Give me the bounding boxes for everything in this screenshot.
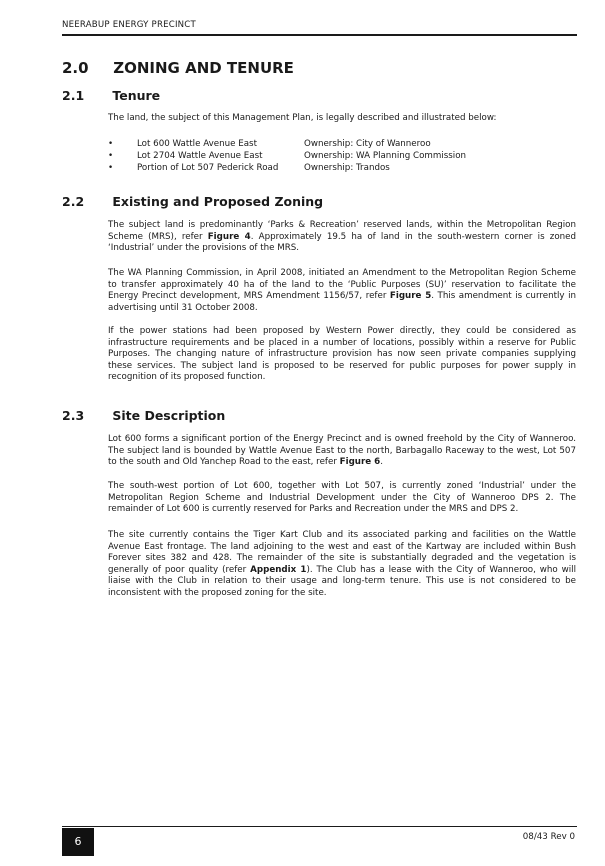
- zoning-paragraph-2: [108, 268, 576, 314]
- tenure-intro: The land, the subject of this Management Plan, is legally described and illustrated below:: [108, 113, 497, 123]
- running-header: NEERABUP ENERGY PRECINCT: [62, 20, 577, 36]
- page-number: 6: [62, 828, 94, 856]
- figure-reference: Figure 5: [389, 291, 432, 301]
- lot-item: [108, 138, 466, 150]
- site-number: 2.3: [62, 408, 85, 423]
- section-number: 2.0: [62, 59, 89, 77]
- zoning-heading: [62, 194, 323, 209]
- lot-item: [108, 162, 466, 174]
- bullet: •: [108, 139, 114, 149]
- lot-description: Lot 2704 Wattle Avenue East: [137, 151, 263, 162]
- zoning-number: 2.2: [62, 194, 85, 209]
- bullet: •: [108, 163, 114, 174]
- lot-description: Portion of Lot 507 Pederick Road: [137, 163, 279, 174]
- text: The site currently contains the Tiger Kart Club and its associated parking and facilities on the Wattle Avenue East frontage. The land adjoining to the west and east of the Kartway are included within Bush Forever sites 382 and 428. The remainder of the site is substantially degraded and the vegetation is generally of poor quality (refer: [108, 530, 576, 575]
- zoning-paragraph-1: [108, 220, 576, 255]
- bullet: •: [108, 151, 114, 162]
- lot-ownership: Ownership: Trandos: [304, 163, 390, 174]
- tenure-heading: [62, 88, 160, 103]
- site-heading: [62, 408, 225, 423]
- text: . Approximately 19.5 ha of land in the south-western corner is zoned ‘Industrial’ under the provisions of the MRS.: [108, 231, 577, 253]
- lot-item: [108, 150, 466, 162]
- text: Lot 600 forms a significant portion of the Energy Precinct and is owned freehold by the City of Wanneroo. The subject land is bounded by Wattle Avenue East to the north, Barbagallo Raceway to the west, Lot 507 to the south and Old Yanchep Road to the east, refer: [108, 434, 576, 467]
- section-title: ZONING AND TENURE: [113, 59, 294, 77]
- zoning-title: Existing and Proposed Zoning: [112, 194, 324, 209]
- text: . This amendment is currently in advertising until 31 October 2008.: [108, 291, 576, 313]
- text: .: [380, 457, 383, 467]
- footer-rule: [62, 826, 577, 827]
- text: ). The Club has a lease with the City of Wanneroo, who will liaise with the Club in relation to their usage and long-term tenure. This use is not considered to be inconsistent with the proposed zoning for the site.: [108, 564, 577, 598]
- text: The subject land is predominantly ‘Parks & Recreation’ reserved lands, within the Metropolitan Region Scheme (MRS), refer: [108, 220, 576, 242]
- document-reference: 08/43 Rev 0: [522, 832, 575, 842]
- site-paragraph-2: The south-west portion of Lot 600, together with Lot 507, is currently zoned ‘Industrial’ under the Metropolitan Region Scheme and Industrial Development under the City of Wanneroo DPS 2. The remainder of Lot 600 is currently reserved for Parks and Recreation under the MRS and DPS 2.: [108, 481, 576, 514]
- zoning-paragraph-3: If the power stations had been proposed by Western Power directly, they could be considered as infrastructure requirements and be placed in a number of locations, possibly within a reserve for Public Purposes. The changing nature of infrastructure provision has now seen private companies supplying these services. The subject land is proposed to be reserved for public purposes for power supply in recognition of its proposed function.: [108, 326, 576, 382]
- site-title: Site Description: [112, 408, 226, 423]
- figure-reference: Figure 4: [207, 231, 251, 242]
- lot-ownership: Ownership: City of Wanneroo: [304, 139, 431, 149]
- section-heading: [62, 59, 294, 77]
- lot-description: Lot 600 Wattle Avenue East: [137, 139, 257, 149]
- tenure-title: Tenure: [112, 88, 161, 103]
- site-paragraph-1: [108, 434, 576, 469]
- text: The WA Planning Commission, in April 2008, initiated an Amendment to the Metropolitan Region Scheme to transfer approximately 40 ha of the land to the ‘Public Purposes (SU)’ reservation to facilitate the Energy Precinct development, MRS Amendment 1156/57, refer: [108, 268, 576, 301]
- figure-reference: Figure 6: [339, 457, 381, 467]
- appendix-reference: Appendix 1: [250, 564, 307, 575]
- site-paragraph-3: [108, 530, 576, 599]
- lot-list: [108, 138, 466, 175]
- tenure-number: 2.1: [62, 88, 85, 103]
- lot-ownership: Ownership: WA Planning Commission: [304, 151, 467, 162]
